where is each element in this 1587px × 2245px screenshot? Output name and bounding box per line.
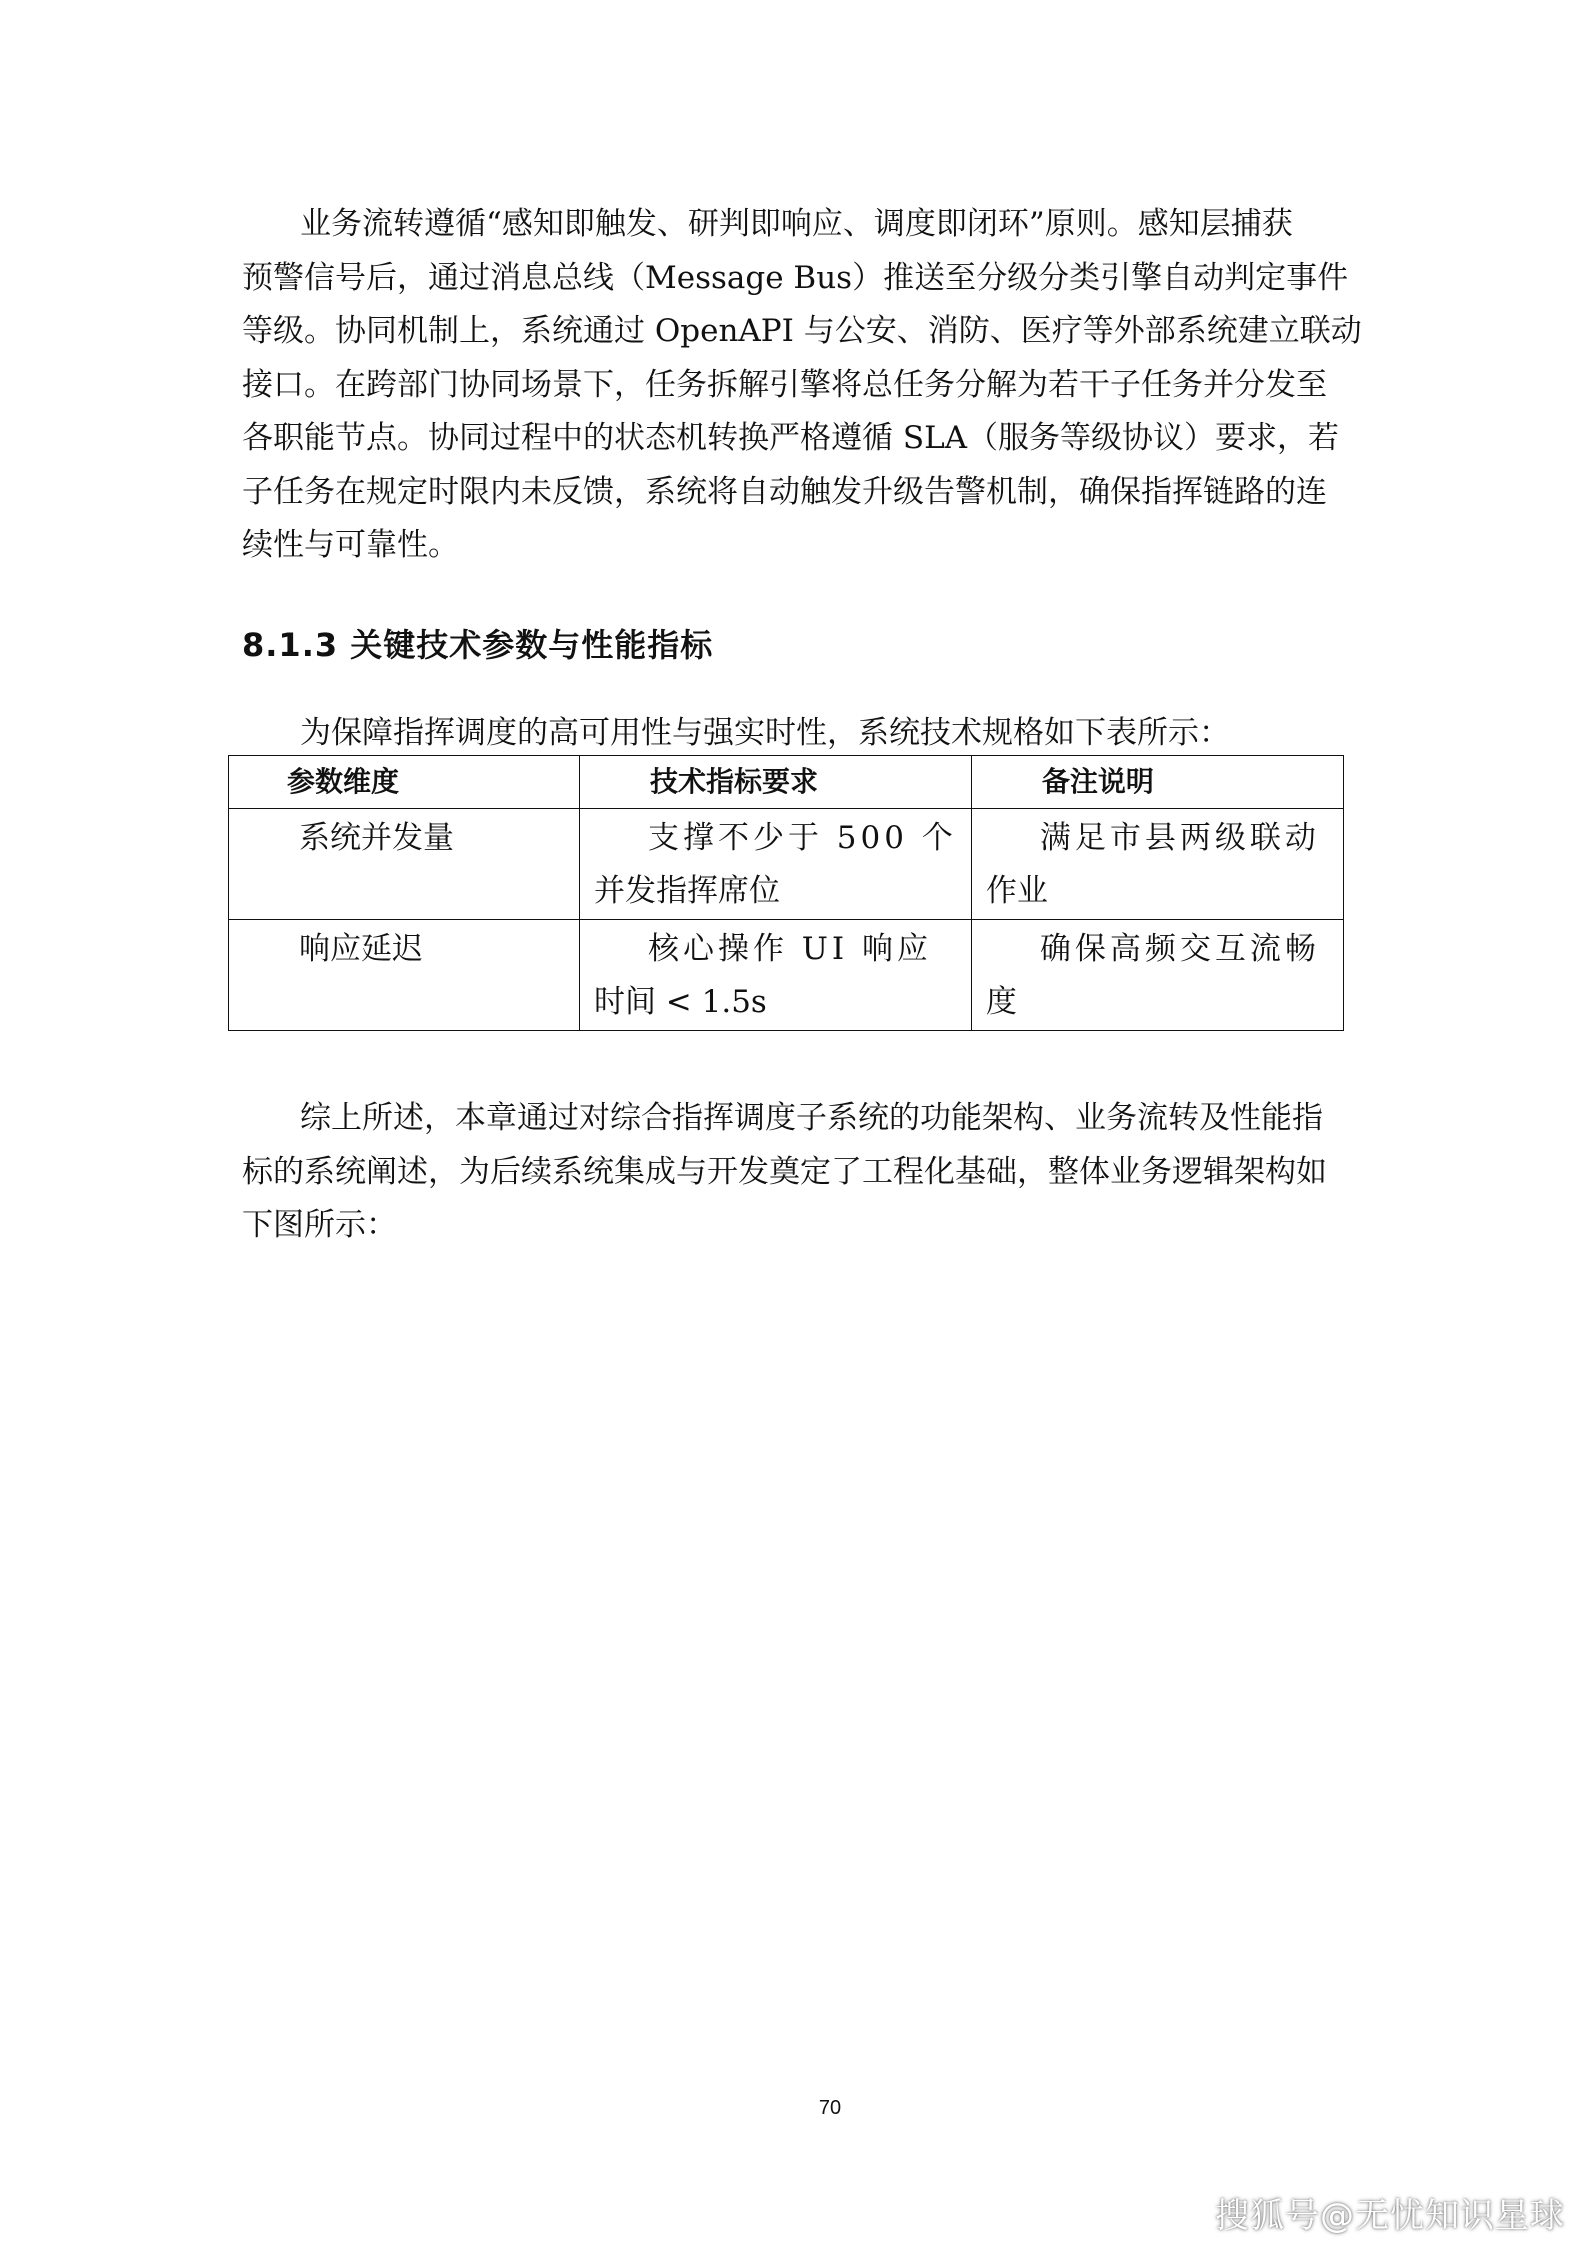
table-row [229, 920, 1344, 1031]
table-cell [579, 809, 971, 920]
text-line: 标的系统阐述，为后续系统集成与开发奠定了工程化基础，整体业务逻辑架构如 [242, 1153, 1327, 1190]
cell-line: 时间 < 1.5s [593, 984, 767, 1020]
cell-line: 并发指挥席位 [593, 873, 780, 909]
table-cell: 响应延迟 [229, 920, 580, 1031]
table-intro: 为保障指挥调度的高可用性与强实时性，系统技术规格如下表所示： [300, 715, 1230, 751]
text-line: 各职能节点。协同过程中的状态机转换严格遵循 SLA（服务等级协议）要求，若 [242, 420, 1340, 456]
cell-line: 支撑不少于 500 个 [647, 820, 957, 856]
tech-spec-table [228, 755, 1344, 1031]
table-header-cell: 技术指标要求 [579, 756, 971, 809]
cell-line: 核心操作 UI 响应 [647, 931, 933, 967]
cell-line: 作业 [985, 873, 1048, 909]
table-cell: 系统并发量 [229, 809, 580, 920]
table-cell [971, 920, 1343, 1031]
text-line: 等级。协同机制上，系统通过 OpenAPI 与公安、消防、医疗等外部系统建立联动 [242, 313, 1362, 349]
cell-line: 度 [985, 984, 1017, 1020]
text-line: 预警信号后，通过消息总线（Message Bus）推送至分级分类引擎自动判定事件 [242, 259, 1349, 296]
paragraph-summary [242, 1092, 1354, 1253]
table-cell [579, 920, 971, 1031]
table-cell [971, 809, 1343, 920]
text-line: 子任务在规定时限内未反馈，系统将自动触发升级告警机制，确保指挥链路的连 [242, 473, 1327, 510]
table-row [229, 809, 1344, 920]
paragraph-business-flow [242, 198, 1362, 573]
cell-line: 确保高频交互流畅 [1039, 931, 1320, 967]
cell-line: 满足市县两级联动 [1039, 820, 1320, 856]
table-header-cell: 参数维度 [229, 756, 580, 809]
section-heading: 8.1.3 关键技术参数与性能指标 [242, 626, 714, 664]
text-line: 接口。在跨部门协同场景下，任务拆解引擎将总任务分解为若干子任务并分发至 [242, 366, 1327, 403]
page-number: 70 [818, 2097, 842, 2119]
text-line: 下图所示： [242, 1207, 397, 1243]
watermark: 搜狐号@无忧知识星球 [1215, 2196, 1565, 2236]
text-line: 综上所述，本章通过对综合指挥调度子系统的功能架构、业务流转及性能指 [300, 1100, 1323, 1136]
text-line: 续性与可靠性。 [242, 527, 459, 563]
table-header-cell: 备注说明 [971, 756, 1343, 809]
table-header-row [229, 756, 1344, 809]
text-line: 业务流转遵循“感知即触发、研判即响应、调度即闭环”原则。感知层捕获 [300, 206, 1293, 242]
